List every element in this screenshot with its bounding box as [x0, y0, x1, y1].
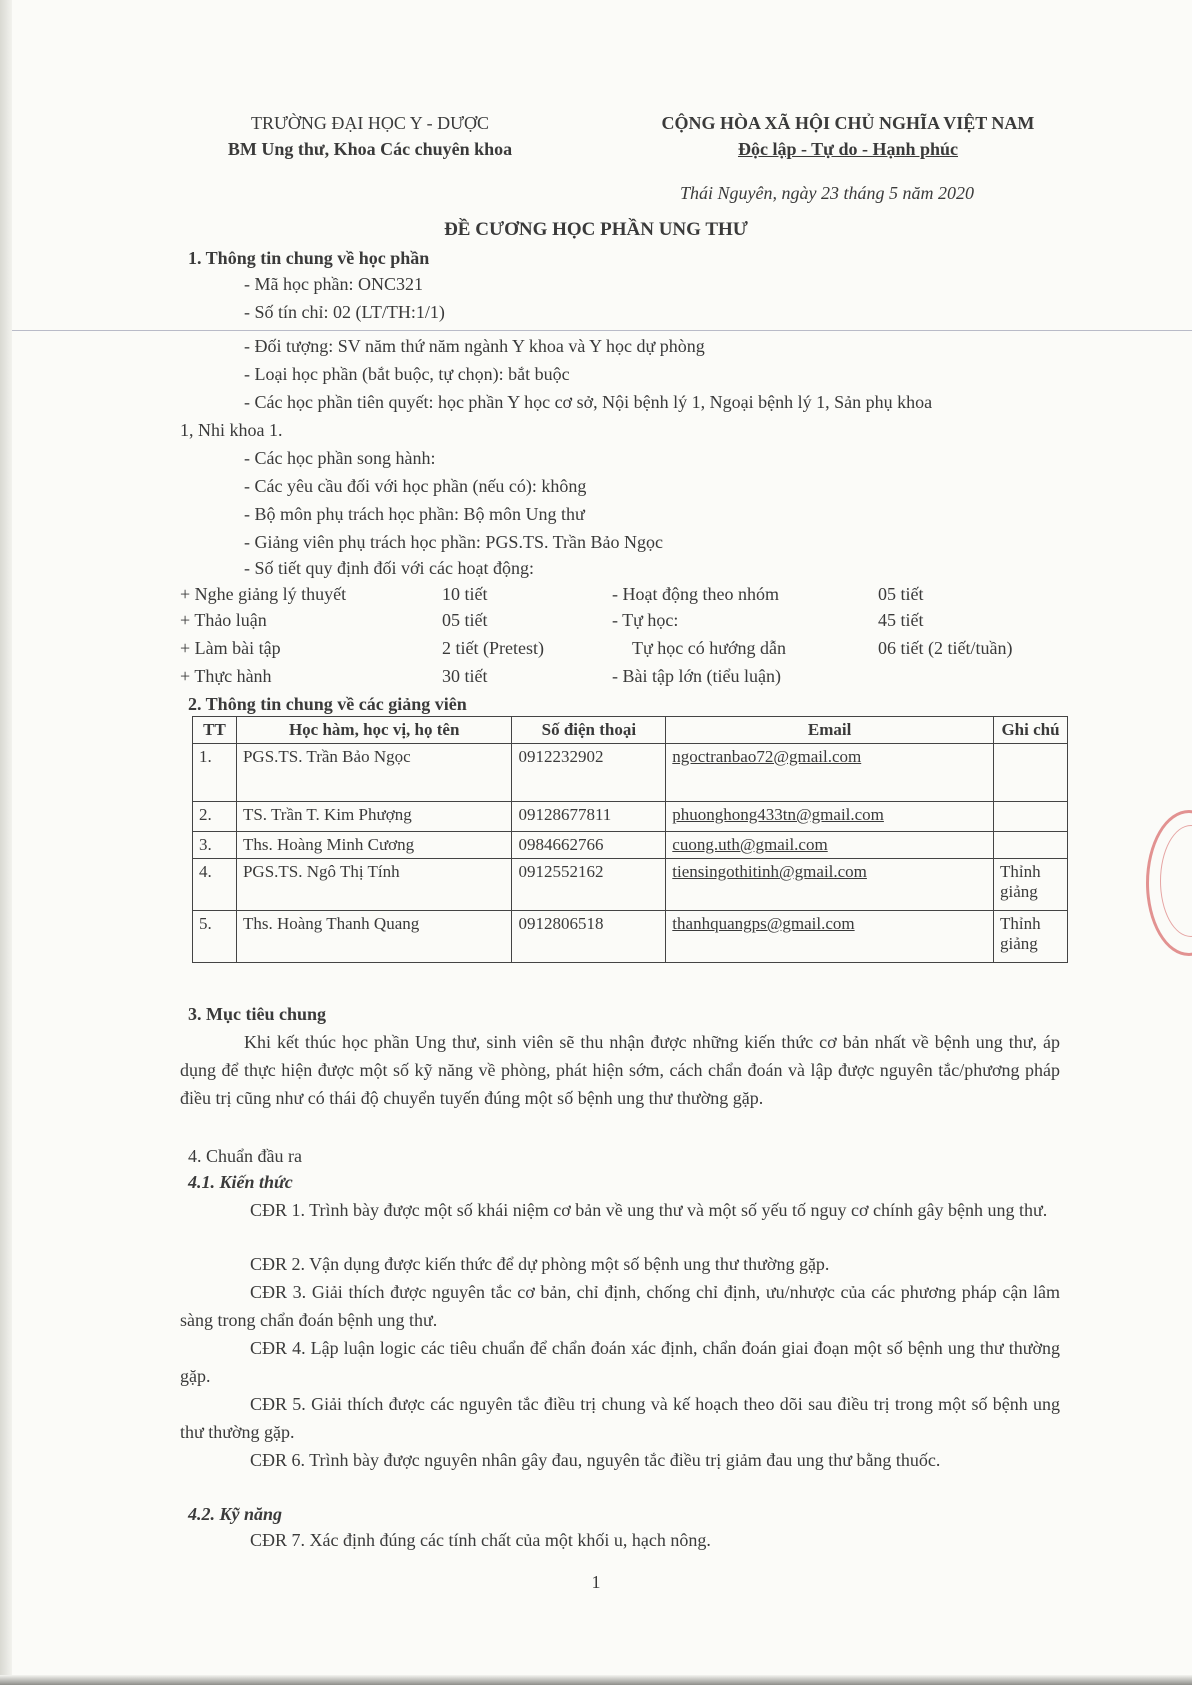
activity-value-2: 06 tiết (2 tiết/tuần): [878, 638, 1013, 658]
outcome-cdr7: CĐR 7. Xác định đúng các tính chất của một khối u, hạch nông.: [250, 1530, 711, 1550]
cell-name: PGS.TS. Trần Bảo Ngọc: [236, 744, 511, 802]
cell-phone: 0912232902: [512, 744, 666, 802]
school-name: TRƯỜNG ĐẠI HỌC Y - DƯỢC: [250, 113, 490, 133]
outcome-cdr6: CĐR 6. Trình bày được nguyên nhân gây đau, nguyên tắc điều trị giảm đau ung thư bằng thuốc.: [250, 1450, 941, 1470]
col-header-name: Học hàm, học vị, họ tên: [236, 717, 511, 744]
cell-name: TS. Trần T. Kim Phượng: [236, 802, 511, 832]
activity-value-2: 45 tiết: [878, 610, 924, 630]
col-header-phone: Số điện thoại: [512, 717, 666, 744]
outcome-cdr1: CĐR 1. Trình bày được một số khái niệm cơ bản về ung thư và một số yếu tố nguy cơ chính gây bệnh ung thư.: [250, 1200, 1048, 1220]
info-credits: - Số tín chỉ: 02 (LT/TH:1/1): [244, 302, 445, 322]
activity-label: + Thảo luận: [180, 610, 267, 630]
col-header-note: Ghi chú: [994, 717, 1068, 744]
scan-edge-bottom: [0, 1675, 1192, 1685]
document-date: Thái Nguyên, ngày 23 tháng 5 năm 2020: [680, 183, 974, 203]
outcome-cdr3: CĐR 3. Giải thích được nguyên tắc cơ bản, chỉ định, chống chỉ định, ưu/nhược của các phương pháp cận lâm sàng trong chẩn đoán bệnh ung thư.: [180, 1282, 1060, 1330]
document-title: ĐỀ CƯƠNG HỌC PHẦN UNG THƯ: [444, 219, 748, 240]
table-header-row: [193, 717, 1068, 744]
section1-heading: 1. Thông tin chung về học phần: [188, 248, 430, 268]
table-row: [193, 859, 1068, 911]
col-header-tt: TT: [193, 717, 237, 744]
cell-name: Ths. Hoàng Thanh Quang: [236, 911, 511, 963]
page-number: 1: [591, 1572, 601, 1592]
header-right: [598, 110, 1098, 162]
info-requirements: - Các yêu cầu đối với học phần (nếu có): không: [244, 476, 587, 496]
activity-value-2: 05 tiết: [878, 584, 924, 604]
cell-phone: 0912552162: [512, 859, 666, 911]
cell-tt: 1.: [193, 744, 237, 802]
section2-heading: 2. Thông tin chung về các giảng viên: [188, 694, 467, 714]
cell-phone: 09128677811: [512, 802, 666, 832]
cell-email[interactable]: tiensingothitinh@gmail.com: [666, 859, 994, 911]
activity-label-2: Tự học có hướng dẫn: [632, 638, 786, 658]
cell-tt: 3.: [193, 832, 237, 859]
general-objective-text: Khi kết thúc học phần Ung thư, sinh viên sẽ thu nhận được những kiến thức cơ bản nhất về bệnh ung thư, áp dụng để thực hiện được một số kỹ năng về phòng, phát hiện sớm, cách chẩn đoán và lập được nguyên tắc/phương pháp điều trị cũng như có thái độ chuyển tuyến đúng một số bệnh ung thư thường gặp.: [180, 1032, 1060, 1108]
cell-note: [994, 802, 1068, 832]
cell-phone: 0984662766: [512, 832, 666, 859]
section4-2-heading: 4.2. Kỹ năng: [188, 1504, 283, 1524]
cell-tt: 5.: [193, 911, 237, 963]
cell-note: [994, 832, 1068, 859]
department-name: BM Ung thư, Khoa Các chuyên khoa: [227, 139, 513, 159]
cell-tt: 2.: [193, 802, 237, 832]
activity-label: + Nghe giảng lý thuyết: [180, 584, 347, 604]
table-row: [193, 911, 1068, 963]
scan-edge: [0, 0, 12, 1685]
section3-heading: 3. Mục tiêu chung: [188, 1004, 327, 1024]
info-type: - Loại học phần (bắt buộc, tự chọn): bắt buộc: [244, 364, 570, 384]
cell-email[interactable]: ngoctranbao72@gmail.com: [666, 744, 994, 802]
info-course-code: - Mã học phần: ONC321: [244, 274, 423, 294]
cell-tt: 4.: [193, 859, 237, 911]
activity-value: 2 tiết (Pretest): [442, 638, 544, 658]
info-department: - Bộ môn phụ trách học phần: Bộ môn Ung thư: [244, 504, 585, 524]
table-row: [193, 832, 1068, 859]
motto: Độc lập - Tự do - Hạnh phúc: [737, 139, 959, 159]
country-name: CỘNG HÒA XÃ HỘI CHỦ NGHĨA VIỆT NAM: [661, 113, 1035, 133]
outcome-cdr4: CĐR 4. Lập luận logic các tiêu chuẩn để chẩn đoán xác định, chẩn đoán giai đoạn một số bệnh ung thư thường gặp.: [180, 1338, 1060, 1386]
header-left: [170, 110, 570, 162]
activity-label: + Làm bài tập: [180, 638, 281, 658]
activity-value: 30 tiết: [442, 666, 488, 686]
cell-email[interactable]: cuong.uth@gmail.com: [666, 832, 994, 859]
table-row: [193, 744, 1068, 802]
activity-label-2: - Tự học:: [612, 610, 679, 630]
cell-note: Thỉnh giảng: [994, 859, 1068, 911]
activity-label-2: - Bài tập lớn (tiểu luận): [612, 666, 781, 686]
lecturer-table: [192, 716, 1068, 963]
activity-label-2: - Hoạt động theo nhóm: [612, 584, 779, 604]
section4-heading: 4. Chuẩn đầu ra: [188, 1146, 302, 1166]
cell-email[interactable]: thanhquangps@gmail.com: [666, 911, 994, 963]
info-lecturer: - Giảng viên phụ trách học phần: PGS.TS. Trần Bảo Ngọc: [244, 532, 663, 552]
scan-artifact-line: [12, 330, 1192, 331]
info-prerequisites-cont: 1, Nhi khoa 1.: [180, 420, 283, 440]
info-parallel: - Các học phần song hành:: [244, 448, 436, 468]
cell-phone: 0912806518: [512, 911, 666, 963]
cell-note: [994, 744, 1068, 802]
outcome-cdr5: CĐR 5. Giải thích được các nguyên tắc điều trị chung và kế hoạch theo dõi sau điều trị trong một số bệnh ung thư thường gặp.: [180, 1394, 1060, 1442]
info-target: - Đối tượng: SV năm thứ năm ngành Y khoa và Y học dự phòng: [244, 336, 705, 356]
activity-label: + Thực hành: [180, 666, 272, 686]
cell-name: PGS.TS. Ngô Thị Tính: [236, 859, 511, 911]
activity-value: 05 tiết: [442, 610, 488, 630]
cell-name: Ths. Hoàng Minh Cương: [236, 832, 511, 859]
info-hours: - Số tiết quy định đối với các hoạt động:: [244, 558, 534, 578]
activity-value: 10 tiết: [442, 584, 488, 604]
cell-note: Thỉnh giảng: [994, 911, 1068, 963]
cell-email[interactable]: phuonghong433tn@gmail.com: [666, 802, 994, 832]
outcome-cdr2: CĐR 2. Vận dụng được kiến thức để dự phòng một số bệnh ung thư thường gặp.: [250, 1254, 830, 1274]
col-header-email: Email: [666, 717, 994, 744]
section4-1-heading: 4.1. Kiến thức: [188, 1172, 293, 1192]
table-row: [193, 802, 1068, 832]
info-prerequisites: - Các học phần tiên quyết: học phần Y học cơ sở, Nội bệnh lý 1, Ngoại bệnh lý 1, Sản phụ khoa: [244, 392, 933, 412]
